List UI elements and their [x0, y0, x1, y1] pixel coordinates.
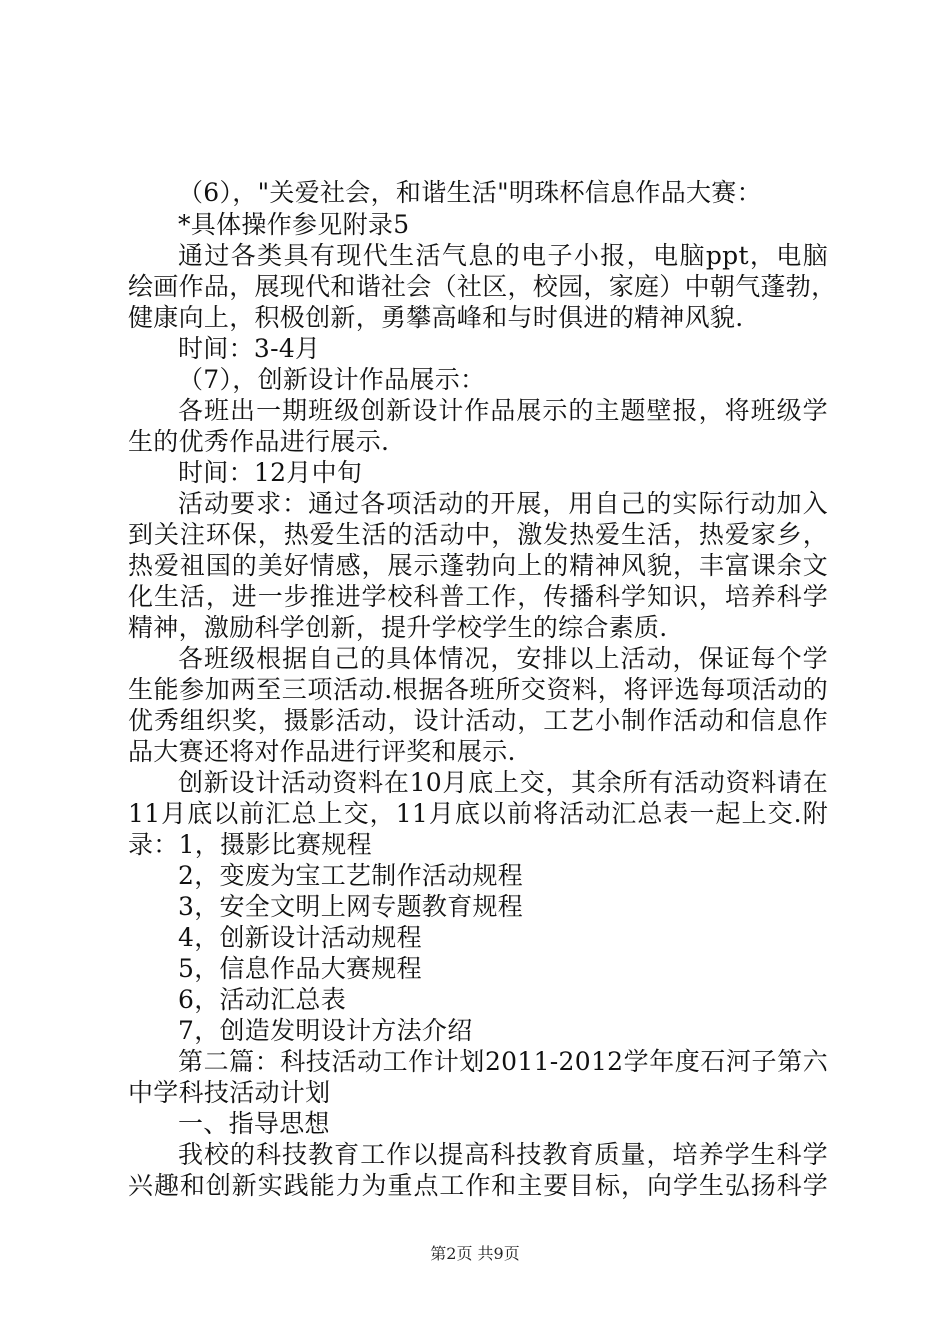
appendix-item: 3，安全文明上网专题教育规程: [178, 892, 524, 921]
paragraph-line: 生的优秀作品进行展示.: [128, 427, 390, 456]
appendix-item: 4，创新设计活动规程: [178, 923, 422, 952]
section-heading-7: （7），创新设计作品展示：: [178, 365, 486, 394]
chapter-heading: 第二篇：科技活动工作计划2011-2012学年度石河子第六: [178, 1047, 828, 1076]
paragraph-line: 优秀组织奖，摄影活动，设计活动，工艺小制作活动和信息作: [128, 706, 828, 735]
paragraph-line: 通过各类具有现代生活气息的电子小报，电脑ppt，电脑: [178, 241, 828, 270]
chapter-heading: 中学科技活动计划: [128, 1078, 331, 1107]
paragraph-line: 健康向上，积极创新，勇攀高峰和与时俱进的精神风貌.: [128, 303, 744, 332]
paragraph-line: *具体操作参见附录5: [178, 210, 410, 239]
paragraph-line: 兴趣和创新实践能力为重点工作和主要目标，向学生弘扬科学: [128, 1171, 828, 1200]
paragraph-line: 热爱祖国的美好情感，展示蓬勃向上的精神风貌，丰富课余文: [128, 551, 828, 580]
paragraph-line: 各班出一期班级创新设计作品展示的主题壁报，将班级学: [178, 396, 828, 425]
paragraph-line: 各班级根据自己的具体情况，安排以上活动，保证每个学: [178, 644, 828, 673]
paragraph-line: 品大赛还将对作品进行评奖和展示.: [128, 737, 516, 766]
appendix-item: 7，创造发明设计方法介绍: [178, 1016, 473, 1045]
paragraph-line: 11月底以前汇总上交，11月底以前将活动汇总表一起上交.附: [128, 799, 828, 828]
paragraph-line: 精神，激励科学创新，提升学校学生的综合素质.: [128, 613, 668, 642]
paragraph-line: 我校的科技教育工作以提高科技教育质量，培养学生科学: [178, 1140, 828, 1169]
paragraph-line: 绘画作品，展现代和谐社会（社区，校园，家庭）中朝气蓬勃，: [128, 272, 837, 301]
paragraph-line: 到关注环保，热爱生活的活动中，激发热爱生活，热爱家乡，: [128, 520, 828, 549]
paragraph-line: 化生活，进一步推进学校科普工作，传播科学知识，培养科学: [128, 582, 828, 611]
section-heading: 一、指导思想: [178, 1109, 330, 1138]
paragraph-line: 创新设计活动资料在10月底上交，其余所有活动资料请在: [178, 768, 828, 797]
paragraph-line: 时间：3-4月: [178, 334, 321, 363]
paragraph-line: 生能参加两至三项活动.根据各班所交资料，将评选每项活动的: [128, 675, 828, 704]
appendix-item: 2，变废为宝工艺制作活动规程: [178, 861, 524, 890]
section-heading-6: （6），"关爱社会，和谐生活"明珠杯信息作品大赛：: [178, 178, 762, 207]
page-number-footer: 第2页 共9页: [430, 1244, 520, 1263]
paragraph-line: 时间：12月中旬: [178, 458, 363, 487]
appendix-item: 6，活动汇总表: [178, 985, 347, 1014]
paragraph-line: 活动要求：通过各项活动的开展，用自己的实际行动加入: [178, 489, 828, 518]
appendix-item: 录：1，摄影比赛规程: [128, 830, 372, 859]
appendix-item: 5，信息作品大赛规程: [178, 954, 422, 983]
